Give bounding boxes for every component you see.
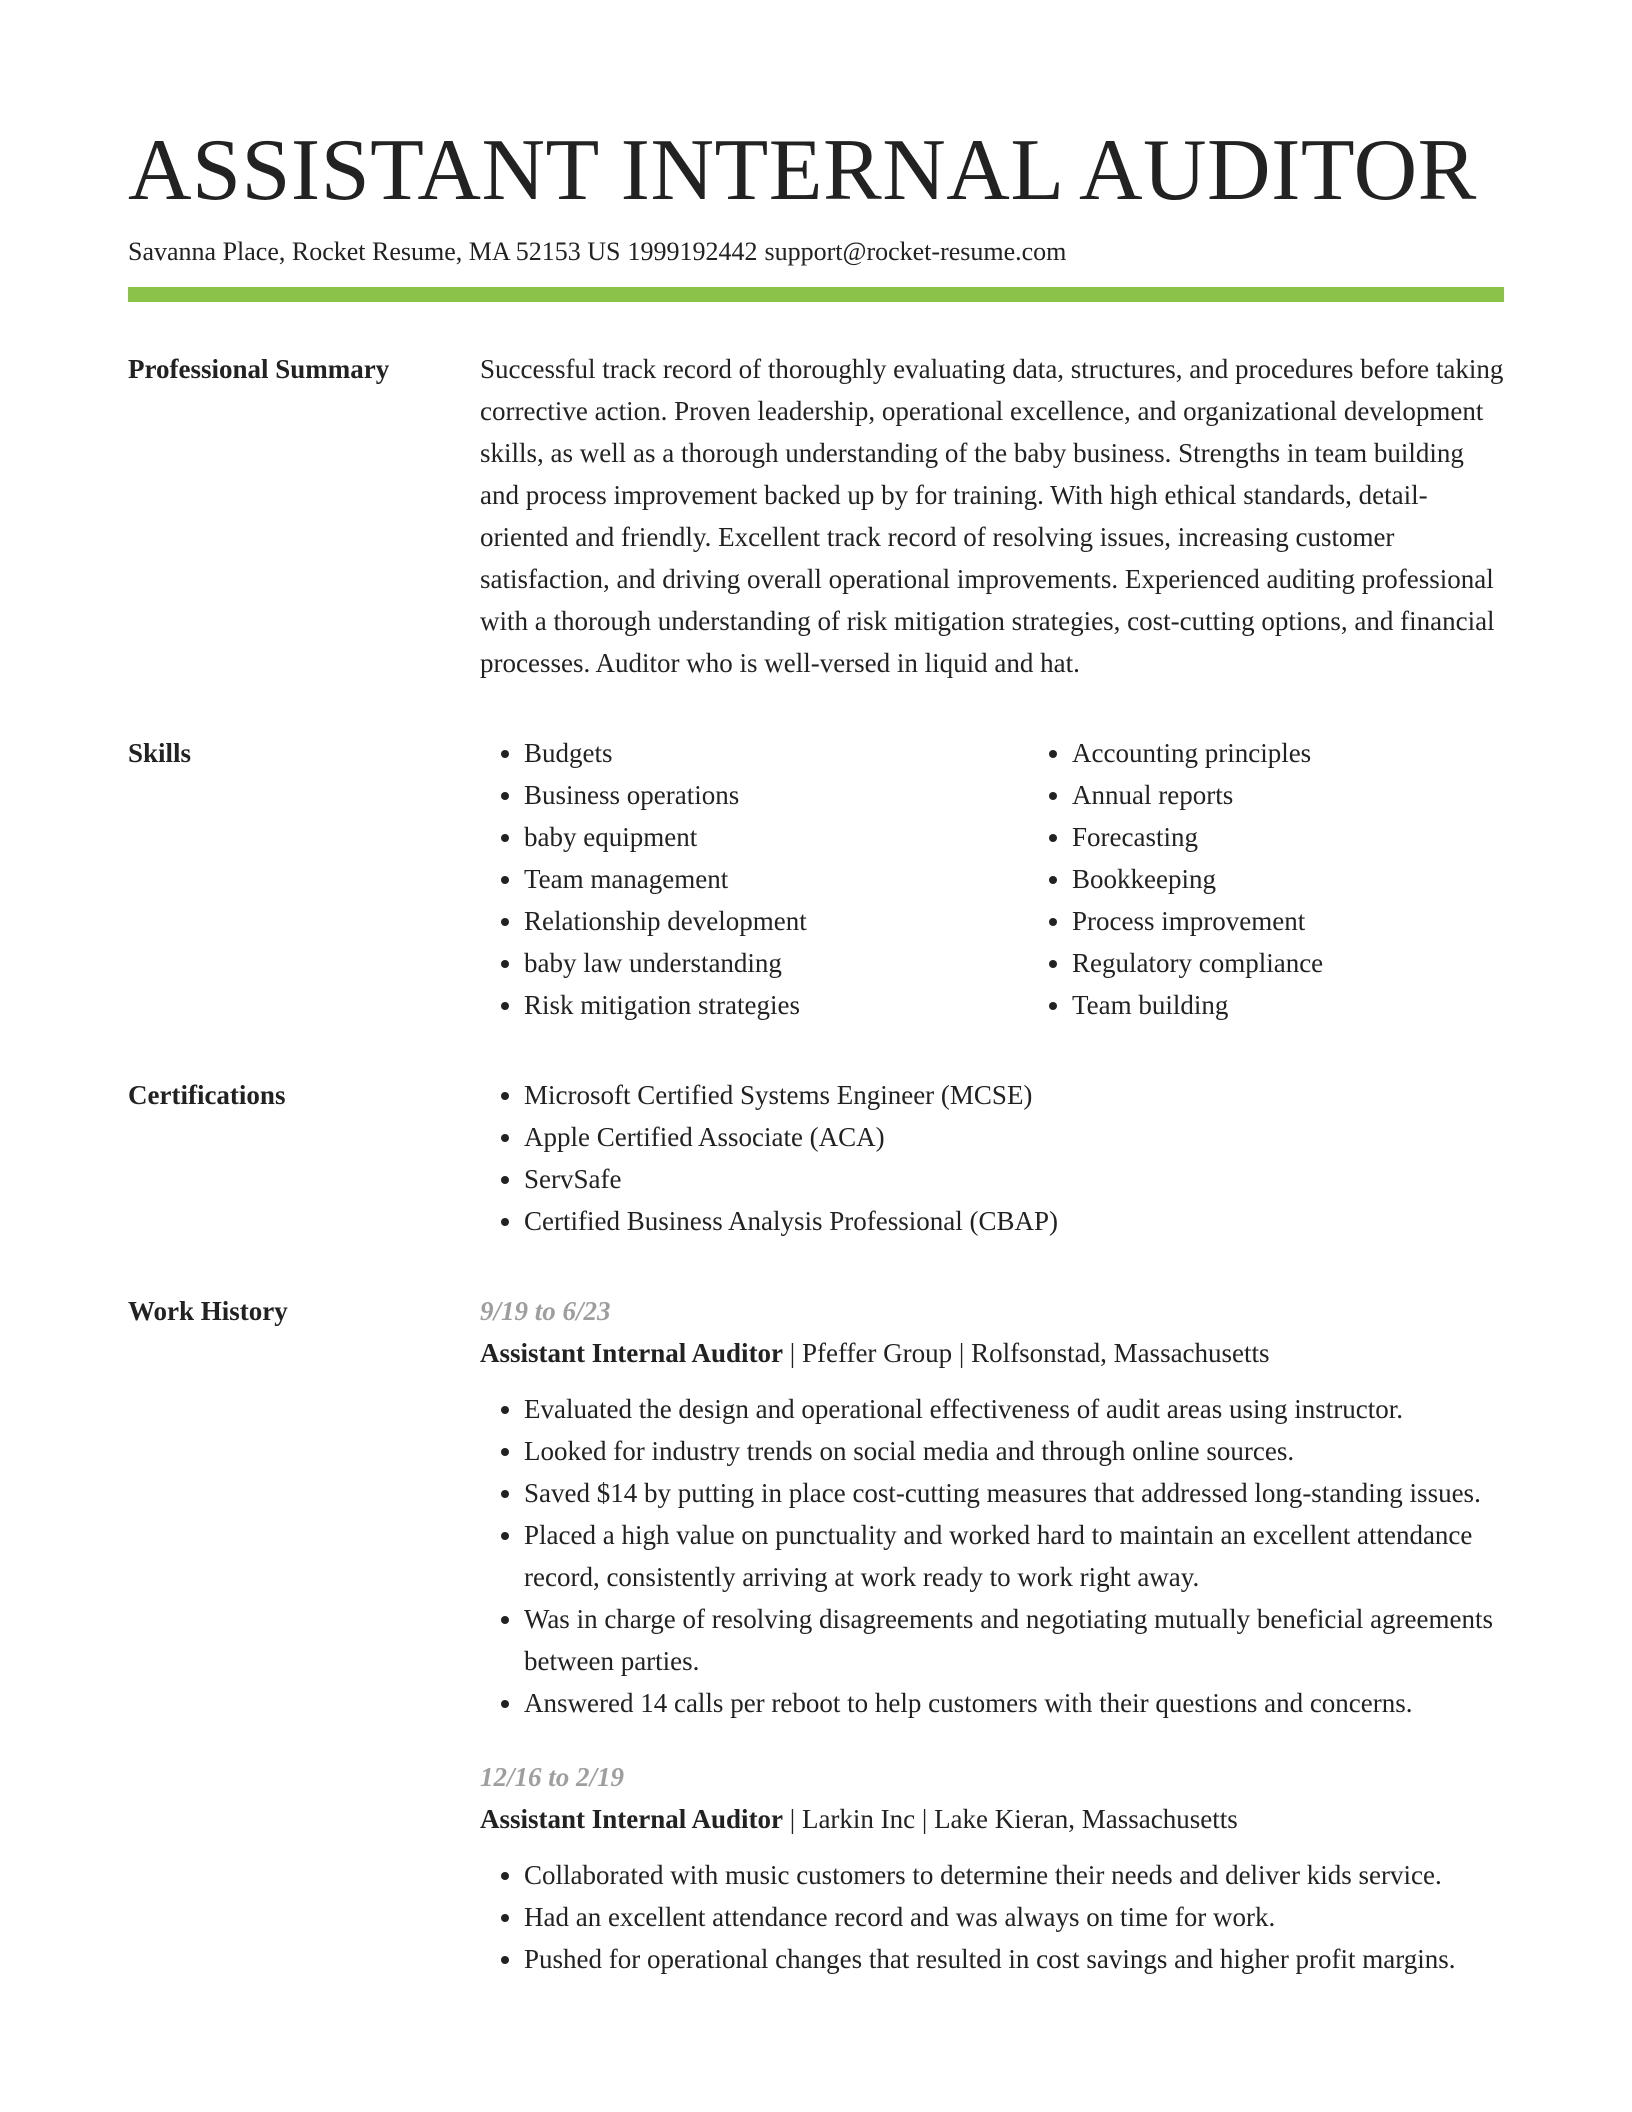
skills-list-right: [1028, 732, 1576, 1026]
job-bullet: • Pushed for operational changes that resulted in cost savings and higher profit margins.: [524, 1938, 1504, 1980]
job-title: Assistant Internal Auditor: [480, 1804, 784, 1834]
skill-item: • Budgets: [524, 732, 1028, 774]
summary-section: [128, 348, 1504, 684]
job-location: Rolfsonstad, Massachusetts: [971, 1338, 1270, 1368]
job-bullet-list: [480, 1854, 1504, 1980]
skill-item: • Bookkeeping: [1072, 858, 1576, 900]
skill-item: • baby law understanding: [524, 942, 1028, 984]
job-bullet: • Looked for industry trends on social media and through online sources.: [524, 1430, 1504, 1472]
job-dates: 12/16 to 2/19: [480, 1762, 625, 1792]
contact-line: [128, 235, 1504, 269]
job-bullet: • Had an excellent attendance record and was always on time for work.: [524, 1896, 1504, 1938]
skills-list-left: [480, 732, 1028, 1026]
skill-item: • Risk mitigation strategies: [524, 984, 1028, 1026]
skill-item: • Annual reports: [1072, 774, 1576, 816]
header-divider: [128, 287, 1504, 302]
certification-item: • Apple Certified Associate (ACA): [524, 1116, 1504, 1158]
job-title-line: [480, 1798, 1504, 1840]
job-separator: |: [915, 1804, 935, 1834]
skill-item: • Business operations: [524, 774, 1028, 816]
job-bullet: • Answered 14 calls per reboot to help customers with their questions and concerns.: [524, 1682, 1504, 1724]
job-bullet: • Evaluated the design and operational effectiveness of audit areas using instructor.: [524, 1388, 1504, 1430]
job-bullet: • Collaborated with music customers to determine their needs and deliver kids service.: [524, 1854, 1504, 1896]
job-entry: [480, 1290, 1504, 1724]
contact-email: support@rocket-resume.com: [764, 237, 1067, 266]
resume-page: [128, 0, 1504, 1980]
job-separator: |: [783, 1804, 802, 1834]
contact-phone: 1999192442: [627, 237, 758, 266]
summary-text: Successful track record of thoroughly evaluating data, structures, and procedures before taking corrective action. Proven leadership, operational excellence, and organizational development skills, as well as a thorough understanding of the baby business. Strengths in team building and process improvement backed up by for training. With high ethical standards, detail-oriented and friendly. Excellent track record of resolving issues, increasing customer satisfaction, and driving overall operational improvements. Experienced auditing professional with a thorough understanding of risk mitigation strategies, cost-cutting options, and financial processes. Auditor who is well-versed in liquid and hat.: [480, 354, 1504, 678]
skill-item: • Regulatory compliance: [1072, 942, 1576, 984]
job-company: Larkin Inc: [801, 1804, 916, 1834]
skill-item: • baby equipment: [524, 816, 1028, 858]
job-title: Assistant Internal Auditor: [480, 1338, 784, 1368]
skill-item: • Team management: [524, 858, 1028, 900]
certifications-heading: Certifications: [128, 1080, 286, 1110]
job-company: Pfeffer Group: [801, 1338, 953, 1368]
certification-item: • ServSafe: [524, 1158, 1504, 1200]
work-history-section: [128, 1290, 1504, 1980]
summary-heading: Professional Summary: [128, 354, 390, 384]
job-location: Lake Kieran, Massachusetts: [934, 1804, 1238, 1834]
contact-address: Savanna Place, Rocket Resume, MA 52153 US: [128, 237, 621, 266]
job-entry: [480, 1756, 1504, 1980]
job-bullet-list: [480, 1388, 1504, 1724]
skills-section: [128, 732, 1504, 1026]
skills-heading: Skills: [128, 738, 192, 768]
job-title-line: [480, 1332, 1504, 1374]
certifications-section: [128, 1074, 1504, 1242]
job-bullet: • Placed a high value on punctuality and worked hard to maintain an excellent attendance record, consistently arriving at work ready to work right away.: [524, 1514, 1504, 1598]
job-separator: |: [952, 1338, 972, 1368]
work-history-heading: Work History: [128, 1296, 288, 1326]
job-separator: |: [783, 1338, 802, 1368]
certification-item: • Microsoft Certified Systems Engineer (MCSE): [524, 1074, 1504, 1116]
certifications-list: [480, 1074, 1504, 1242]
job-bullet: • Was in charge of resolving disagreements and negotiating mutually beneficial agreements between parties.: [524, 1598, 1504, 1682]
certification-item: • Certified Business Analysis Professional (CBAP): [524, 1200, 1504, 1242]
skill-item: • Relationship development: [524, 900, 1028, 942]
skill-item: • Accounting principles: [1072, 732, 1576, 774]
job-bullet: • Saved $14 by putting in place cost-cutting measures that addressed long-standing issues.: [524, 1472, 1504, 1514]
skill-item: • Process improvement: [1072, 900, 1576, 942]
skill-item: • Team building: [1072, 984, 1576, 1026]
resume-name-heading: ASSISTANT INTERNAL AUDITOR: [128, 122, 1477, 219]
skill-item: • Forecasting: [1072, 816, 1576, 858]
job-dates: 9/19 to 6/23: [480, 1296, 611, 1326]
